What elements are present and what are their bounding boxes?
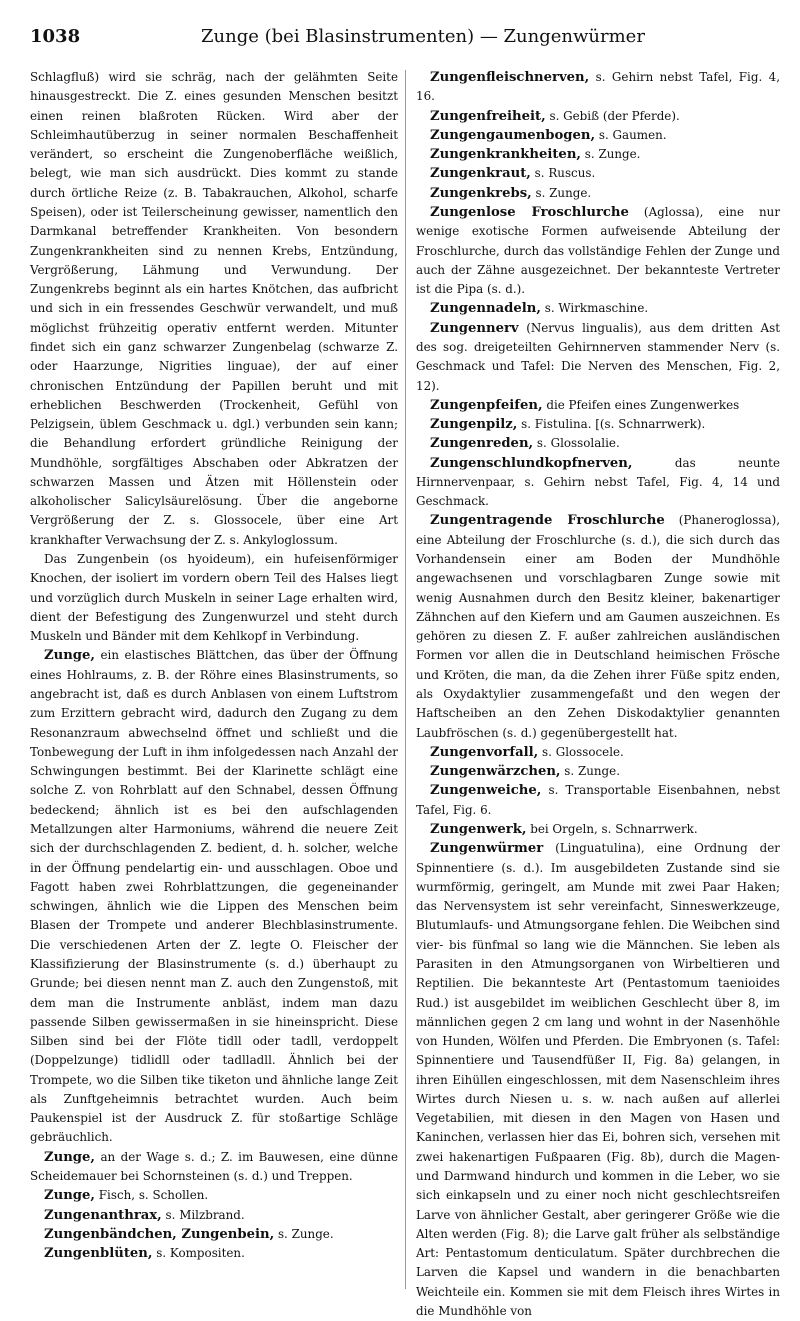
dictionary-entry [416, 743, 780, 762]
entry-text: Schlagfluß) wird sie schräg, nach der gelähmten Seite hinausgestreckt. Die Z. eines gesunden Menschen besitzt einen reinen blaßroten Rücken. Wird aber der Schleimhautüberzug in seiner normalen Beschaffenheit verändert, so erscheint die Zungenoberfläche weißlich, belegt, wie man sich ausdrückt. Dies kommt zu stande durch örtliche Reize (z. B. Tabakrauchen, Alkohol, scharfe Speisen), oder ist Teilerscheinung gewisser, namentlich den Darmkanal betreffender Krankheiten. Von besondern Zungenkrankheiten sind zu nennen Krebs, Entzündung, Vergrößerung, Lähmung und Verwundung. Der Zungenkrebs beginnt als ein hartes Knötchen, das aufbricht und sich in ein fressendes Geschwür verwandelt, und muß möglichst frühzeitig operativ entfernt werden. Mitunter findet sich ein ganz schwarzer Zungenbelag (schwarze Z. oder Haarzunge, Nigrities linguae), der auf einer chronischen Entzündung der Papillen beruht und mit erheblichen Beschwerden (Trockenheit, Gefühl von Pelzigsein, üblem Geschmack u. dgl.) verbunden sein kann; die Behandlung erfordert gründliche Reinigung der Mundhöhle, sorgfältiges Abschaben oder Abkratzen der schwarzen Massen und Ätzen mit Höllenstein oder alkoholischer Salicylsäurelösung. Über die angeborne Vergrößerung der Z. s. Glossocele, über eine Art krankhafter Verwachsung der Z. s. Ankyloglossum. [30, 70, 398, 547]
entry-headword: Zungenfreiheit, [430, 108, 546, 124]
dictionary-entry [30, 68, 398, 550]
entry-text: s. Zunge. [581, 147, 641, 162]
entry-headword: Zungenfleischnerven, [430, 70, 590, 85]
entry-text: s. Gehirn nebst Tafel, Fig. 4, 16. [416, 70, 780, 104]
entry-text: das neunte Hirnnervenpaar, s. Gehirn nebst Tafel, Fig. 4, 14 und Geschmack. [416, 455, 780, 509]
entry-text: s. Zunge. [560, 764, 620, 779]
entry-headword: Zungenblüten, [44, 1246, 153, 1262]
entry-text: s. Glossolalie. [533, 436, 620, 451]
entry-headword: Zungenpilz, [430, 417, 518, 433]
entry-headword: Zungennadeln, [430, 301, 541, 317]
dictionary-entry [416, 299, 780, 318]
entry-text: s. Transportable Eisenbahnen, nebst Tafel, Fig. 6. [416, 783, 780, 817]
entry-text: die Pfeifen eines Zungenwerkes [542, 397, 740, 412]
entry-headword: Zungenreden, [430, 436, 534, 452]
entry-headword: Zungenpfeifen, [430, 397, 543, 413]
entry-text: an der Wage s. d.; Z. im Bauwesen, eine dünne Scheidemauer bei Schornsteinen (s. d.) und Treppen. [30, 1149, 398, 1184]
entry-headword: Zungennerv [430, 320, 519, 336]
entry-text: s. Ruscus. [530, 166, 596, 181]
dictionary-entry [30, 1206, 398, 1225]
dictionary-entry [416, 511, 780, 742]
dictionary-entry [30, 646, 398, 1147]
dictionary-entry [416, 820, 780, 839]
dictionary-entry [30, 1148, 398, 1187]
entry-text: s. Zunge. [531, 185, 592, 200]
entry-headword: Zungentragende Froschlurche [430, 513, 665, 529]
entry-headword: Zungenkrankheiten, [430, 147, 582, 163]
dictionary-entry [416, 68, 780, 107]
entry-text: ein elastisches Blättchen, das über der Öffnung eines Hohlraums, z. B. der Röhre eines Blasinstruments, so angebracht ist, daß es durch Anblasen von einem Luftstrom zum Erzittern gebracht wird, dadurch den Zugang zu dem Resonanzraum abwechselnd öffnet und schließt und die Tonbewegung der Luft in ihm infolgedessen nach Anzahl der Schwingungen bestimmt. Bei der Klarinette schlägt eine solche Z. von Rohrblatt auf den Schnabel, dessen Öffnung bedeckend; ähnlich ist es bei den aufschlagenden Metallzungen alter Harmoniums, während die neuere Zeit sich der durchschlagenden Z. bedient, d. h. solcher, welche in der Öffnung pendelartig ein- und ausschlagen. Oboe und Fagott haben zwei Rohrblattzungen, die gegeneinander schwingen, ähnlich wie die Lippen des Menschen beim Blasen der Trompete und anderer Blechblasinstrumente. Die verschiedenen Arten der Z. legte O. Fleischer der Klassifizierung der Blasinstrumente (s. d.) überhaupt zu Grunde; bei diesen nennt man Z. auch den Zungenstoß, mit dem man die Instrumente anbläst, indem man dazu passende Silben gewissermaßen in sie hineinspricht. Diese Silben sind bei der Flöte tidll oder tadll, verdoppelt (Doppelzunge) tidlidll oder tadlladll. Ähnlich bei der Trompete, wo die Silben tike tiketon und ähnliche lange Zeit als Zunftgeheimnis betrachtet wurden. Auch beim Paukenspiel ist der Ausdruck Z. für stoßartige Schläge gebräuchlich. [30, 648, 398, 1145]
dictionary-entry [416, 415, 780, 434]
entry-text: s. Milzbrand. [161, 1207, 245, 1222]
entry-headword: Zunge, [44, 1149, 96, 1165]
dictionary-entry [30, 1186, 398, 1205]
entry-text: (Nervus lingualis), aus dem dritten Ast des sog. dreigeteilten Gehirnnerven stammender Nerv (s. Geschmack und Tafel: Die Nerven des Menschen, Fig. 2, 12). [416, 320, 780, 393]
entry-text: s. Glossocele. [538, 744, 624, 759]
dictionary-entry [416, 203, 780, 299]
dictionary-entry [416, 319, 780, 396]
entry-headword: Zungenkraut, [430, 166, 531, 182]
entry-headword: Zungengaumenbogen, [430, 127, 596, 143]
dictionary-entry [416, 164, 780, 183]
right-column [416, 68, 780, 1318]
entry-text: s. Wirkmaschine. [540, 301, 649, 316]
entry-text: (Phaneroglossa), eine Abteilung der Froschlurche (s. d.), die sich durch das Vorhandensein einer am Boden der Mundhöhle angewachsenen und vorschlagbaren Zunge sowie mit wenig Ausnahmen durch den Besitz kleiner, bakenartiger Zähnchen auf den Kiefern und am Gaumen auszeichnen. Es gehören zu diesen Z. F. außer zahlreichen ausländischen Formen vor allen die in Deutschland heimischen Frösche und Kröten, die man, da die Zehen ihrer Füße spitz enden, als Oxydaktylier zusammengefaßt und den wegen der Haftscheiben an den Zehen Diskodaktylier genannten Laubfröschen (s. d.) gegenübergestellt hat. [416, 513, 780, 740]
entry-headword: Zungenweiche, [430, 783, 542, 799]
dictionary-entry [416, 781, 780, 820]
dictionary-entry [30, 1244, 398, 1263]
entry-headword: Zunge, [44, 1188, 96, 1204]
entry-headword: Zungenkrebs, [430, 185, 532, 201]
entry-text: s. Zunge. [274, 1226, 334, 1241]
dictionary-entry [416, 126, 780, 145]
dictionary-entry [30, 550, 398, 646]
dictionary-entry [416, 762, 780, 781]
entry-text: Fisch, s. Schollen. [95, 1188, 209, 1203]
running-head: Zunge (bei Blasinstrumenten) — Zungenwürmer [201, 26, 645, 47]
entry-headword: Zungenvorfall, [430, 744, 539, 760]
page-number: 1038 [30, 26, 81, 47]
entry-headword: Zungenwerk, [430, 821, 527, 837]
entry-headword: Zungenanthrax, [44, 1207, 162, 1223]
left-column [30, 68, 398, 1291]
entry-text: bei Orgeln, s. Schnarrwerk. [526, 821, 698, 836]
dictionary-entry [416, 434, 780, 453]
dictionary-entry [416, 107, 780, 126]
entry-headword: Zungenwürmer [430, 841, 544, 857]
page-header [30, 26, 776, 56]
dictionary-entry [416, 184, 780, 203]
entry-headword: Zungenlose Froschlurche [430, 204, 629, 220]
entry-text: (Linguatulina), eine Ordnung der Spinnentiere (s. d.). Im ausgebildeten Zustande sind sie wurmförmig, geringelt, am Munde mit zwei Paar Haken; das Nervensystem ist sehr vereinfacht, Sinneswerkzeuge, Blutumlaufs- und Atmungsorgane fehlen. Die Weibchen sind vier- bis fünfmal so lang wie die Männchen. Sie leben als Parasiten in den Atmungsorganen von Wirbeltieren und Reptilien. Die bekannteste Art (Pentastomum taenioides Rud.) ist ausgebildet im weiblichen Geschlecht über 8, im männlichen gegen 2 cm lang und wohnt in der Nasenhöhle von Hunden, Wölfen und Pferden. Die Embryonen (s. Tafel: Spinnentiere und Tausendfüßer II, Fig. 8a) gelangen, in ihren Eihüllen eingeschlossen, mit dem Nasenschleim ihres Wirtes durch Niesen u. s. w. nach außen auf allerlei Vegetabilien, mit diesen in den Magen von Hasen und Kaninchen, verlassen hier das Ei, bohren sich, versehen mit zwei hakenartigen Fußpaaren (Fig. 8b), durch die Magen- und Darmwand hindurch und kommen in die Leber, wo sie sich einkapseln und zu einer noch nicht geschlechtsreifen Larve von ähnlicher Gestalt, aber geringerer Größe wie die Alten werden (Fig. 8); die Larve galt früher als selbständige Art: Pentastomum denticulatum. Später durchbrechen die Larven die Kapsel und wandern in die benachbarten Weichteile ein. Kommen sie mit dem Fleisch ihres Wirtes in die Mundhöhle von [416, 841, 780, 1318]
dictionary-entry [416, 839, 780, 1321]
entry-headword: Zungenschlundkopfnerven, [430, 455, 633, 471]
dictionary-entry [416, 454, 780, 512]
entry-headword: Zungenwärzchen, [430, 764, 561, 780]
entry-text: s. Gebiß (der Pferde). [545, 108, 680, 123]
entry-text: s. Kompositen. [152, 1246, 245, 1261]
entry-headword: Zungenbändchen, Zungenbein, [44, 1226, 275, 1242]
dictionary-entry [30, 1225, 398, 1244]
entry-text: s. Fistulina. [(s. Schnarrwerk). [517, 417, 706, 432]
dictionary-entry [416, 145, 780, 164]
entry-text: (Aglossa), eine nur wenige exotische Formen aufweisende Abteilung der Froschlurche, durch das vollständige Fehlen der Zunge und auch der Zähne ausgezeichnet. Der bekannteste Vertreter ist die Pipa (s. d.). [416, 204, 780, 297]
entry-text: s. Gaumen. [595, 127, 667, 142]
entry-headword: Zunge, [44, 648, 96, 664]
column-divider [405, 70, 406, 1289]
entry-text: Das Zungenbein (os hyoideum), ein hufeisenförmiger Knochen, der isoliert im vordern obern Teil des Halses liegt und vorzüglich durch Muskeln in seiner Lage erhalten wird, dient der Befestigung des Zungenwurzel und steht durch Muskeln und Bänder mit dem Kehlkopf in Verbindung. [30, 552, 398, 644]
dictionary-entry [416, 396, 780, 415]
